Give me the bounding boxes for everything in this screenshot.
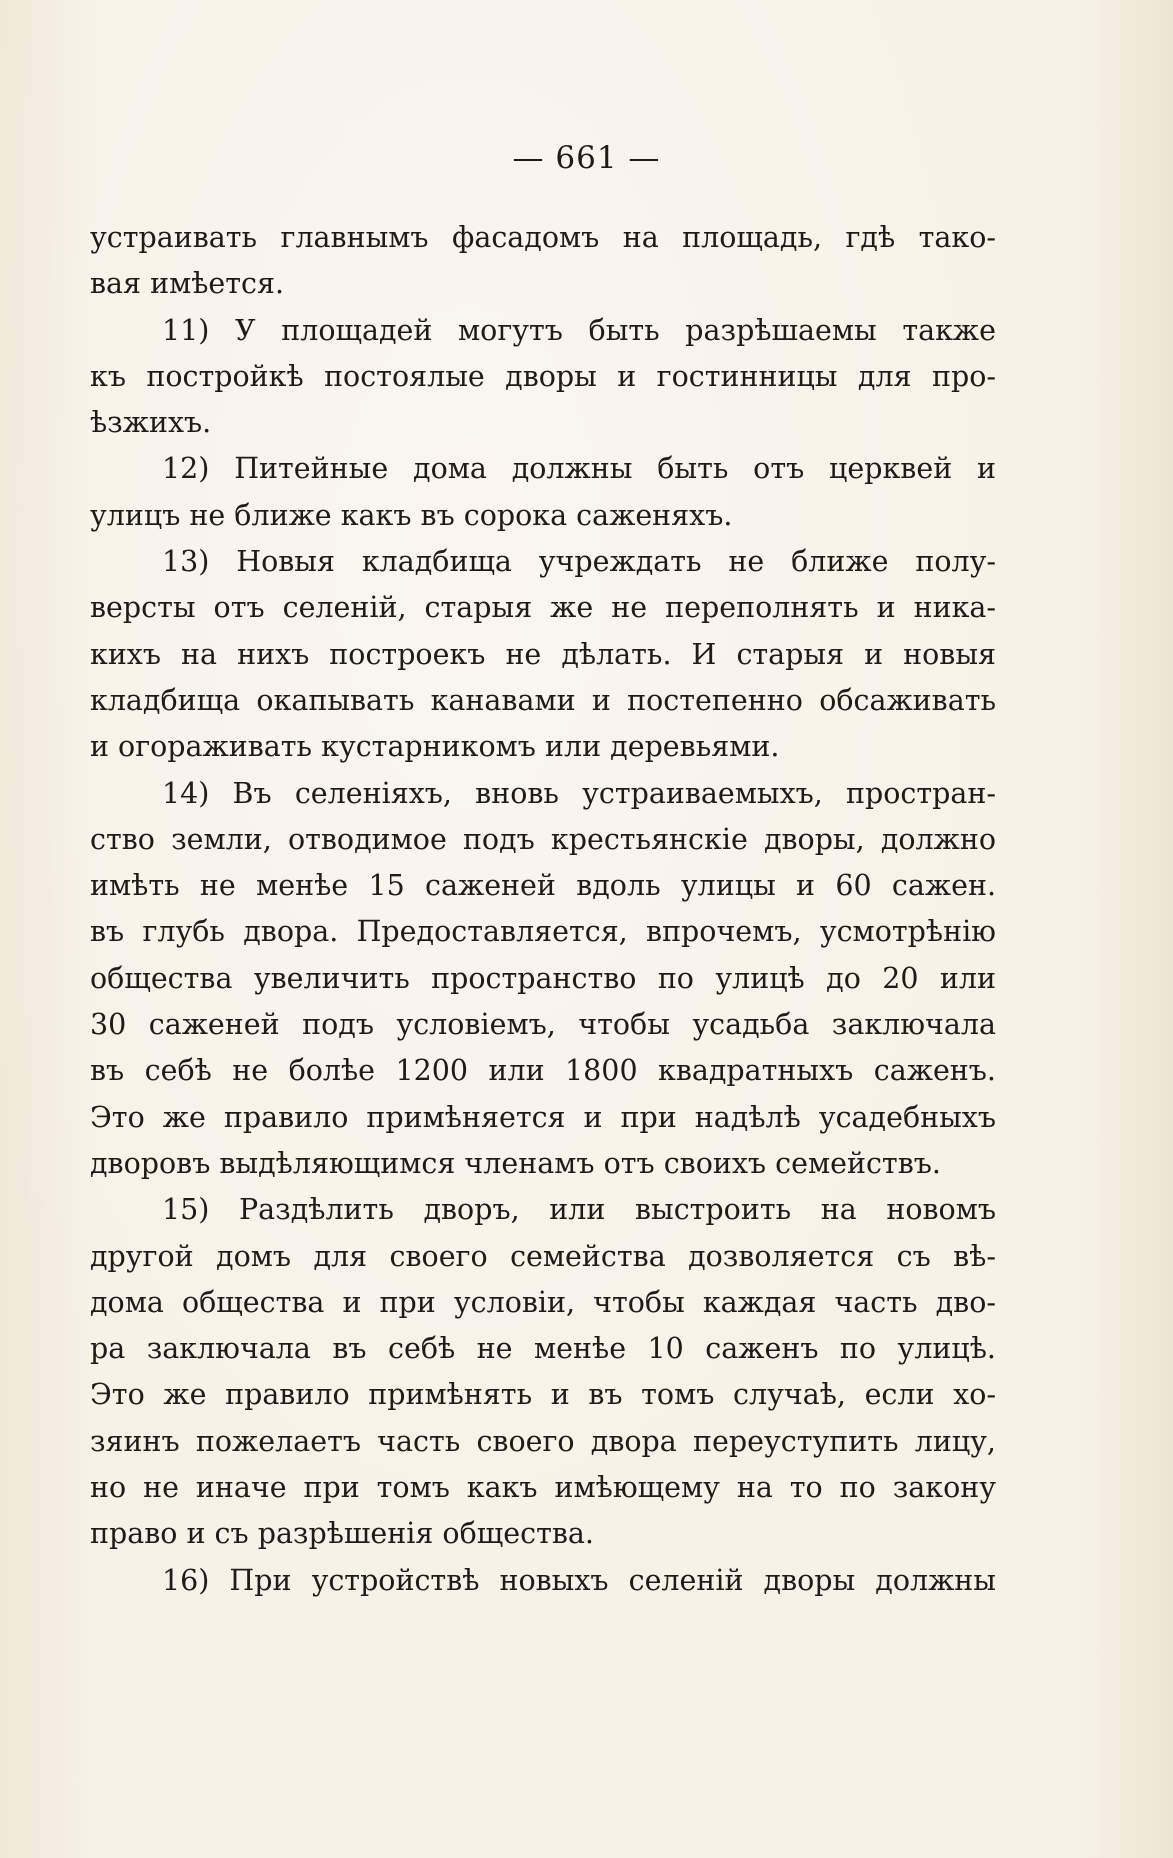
text-line: имѣть не менѣе 15 саженей вдоль улицы и 60 сажен. <box>90 869 996 903</box>
text-line: Это же правило примѣнять и въ томъ случаѣ, если хо- <box>90 1378 996 1412</box>
text-line: ство земли, отводимое подъ крестьянскіе дворы, должно <box>90 822 996 856</box>
text-line: другой домъ для своего семейства дозволяется съ вѣ- <box>90 1239 996 1273</box>
text-line: право и съ разрѣшенія общества. <box>90 1517 594 1551</box>
text-line: кладбища окапывать канавами и постепенно обсаживать <box>90 683 996 717</box>
text-line: версты отъ селеній, старыя же не переполнять и ника- <box>90 591 996 625</box>
text-line: дома общества и при условіи, чтобы каждая часть дво- <box>90 1285 996 1319</box>
text-line: 16) При устройствѣ новыхъ селеній дворы должны <box>162 1563 996 1597</box>
text-line: кихъ на нихъ построекъ не дѣлать. И старыя и новыя <box>90 637 996 671</box>
text-line: общества увеличить пространство по улицѣ до 20 или <box>90 961 996 995</box>
page-number: — 661 — <box>512 140 661 176</box>
text-line: 12) Питейные дома должны быть отъ церквей и <box>162 452 996 486</box>
text-line: дворовъ выдѣляющимся членамъ отъ своихъ семействъ. <box>90 1146 941 1180</box>
text-line: и огораживать кустарникомъ или деревьями. <box>90 730 780 764</box>
text-line: къ постройкѣ постоялые дворы и гостинницы для про- <box>90 359 996 393</box>
text-line: зяинъ пожелаетъ часть своего двора переуступить лицу, <box>90 1424 996 1458</box>
text-line: 30 саженей подъ условіемъ, чтобы усадьба заключала <box>90 1008 996 1042</box>
text-line: 11) У площадей могутъ быть разрѣшаемы также <box>162 313 996 347</box>
text-line: 14) Въ селеніяхъ, вновь устраиваемыхъ, простран- <box>162 776 996 810</box>
text-line: 13) Новыя кладбища учреждать не ближе полу- <box>162 545 996 579</box>
text-line: вая имѣется. <box>90 267 285 301</box>
text-line: ра заключала въ себѣ не менѣе 10 саженъ по улицѣ. <box>90 1332 996 1366</box>
text-line: 15) Раздѣлить дворъ, или выстроить на новомъ <box>162 1193 996 1227</box>
text-line: но не иначе при томъ какъ имѣющему на то по закону <box>90 1471 996 1505</box>
body-text <box>90 215 996 1604</box>
text-line: устраивать главнымъ фасадомъ на площадь, гдѣ тако- <box>90 221 996 254</box>
text-line: въ глубь двора. Предоставляется, впрочемъ, усмотрѣнію <box>90 915 996 949</box>
text-line: въ себѣ не болѣе 1200 или 1800 квадратныхъ саженъ. <box>90 1054 996 1088</box>
text-line: улицъ не ближе какъ въ сорока саженяхъ. <box>90 498 733 532</box>
text-line: Это же правило примѣняется и при надѣлѣ усадебныхъ <box>90 1100 996 1134</box>
text-line: ѣзжихъ. <box>90 406 212 440</box>
